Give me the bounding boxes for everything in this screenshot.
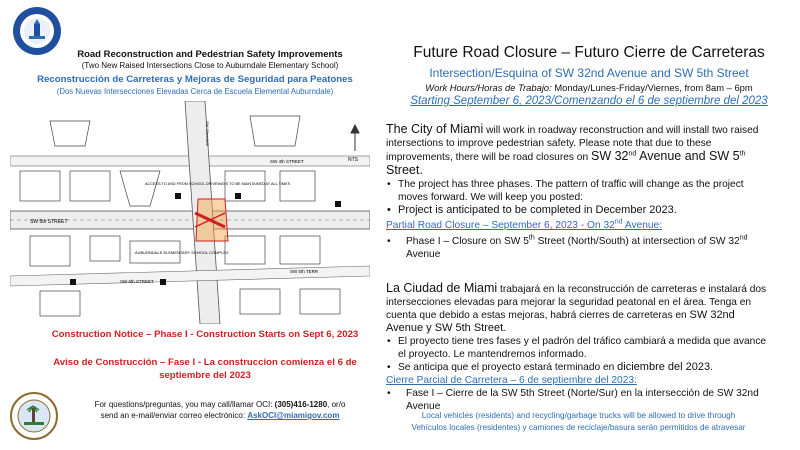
phase-one-es: • Fase I – Cierre de la SW 5th Street (Norte/Sur) en la intersección de SW 32nd Avenue: [386, 387, 771, 413]
bullet-phases-es: • El proyecto tiene tres fases y el padrón del tráfico cambiará a medida que avance el proyecto. Le mantendremos informado.: [386, 335, 771, 361]
bullet-completion-es: • Se anticipa que el proyecto estará terminado en diciembre del 2023.: [386, 361, 771, 374]
city-name-en: The City of Miami: [386, 122, 484, 136]
streets-es: SW 32nd Avenue y SW 5th Street: [386, 309, 735, 334]
work-hours-value: Monday/Lunes-Friday/Viernes, from 8am – 6pm: [551, 82, 753, 93]
intersection-label: Intersection/Esquina of SW 32nd Avenue and SW 5th Street: [429, 66, 749, 80]
phase-text-b: Street (North/South) at intersection of SW 32: [534, 236, 740, 247]
bullet-completion-en: • Project is anticipated to be completed in December 2023.: [386, 204, 771, 217]
completion-text-es: Se anticipa que el proyecto estará terminado en: [398, 362, 618, 373]
map-label-sw4: SW 4th STREET: [270, 159, 304, 164]
partial-closure-en: [386, 219, 771, 232]
partial-closure-text: Partial Road Closure – September 6, 2023 - On 32: [386, 220, 615, 231]
map-school-label: AUBURNDALE ELEMENTARY SCHOOL COMPLEX: [135, 250, 229, 255]
contact-email-link[interactable]: AskOCI@miamigov.com: [247, 411, 340, 420]
work-hours: [384, 82, 794, 93]
contact-phone[interactable]: (305)416-1280: [274, 400, 328, 409]
contact-line1-end: , or/o: [327, 400, 346, 409]
sup-nd: nd: [628, 150, 637, 158]
partial-sup: nd: [614, 218, 623, 226]
map-label-sw6: SW 6th STREET: [120, 279, 154, 284]
contact-info: [65, 399, 375, 421]
map-label-sw5-terr: SW 5th TERR: [290, 269, 319, 274]
city-seal-bottom-logo: [10, 392, 58, 440]
english-intro: [386, 123, 771, 178]
intro-text-en: will work in roadway reconstruction and will install two raised intersections to improve pedestrian safety. Please note that due to these improvements, there will be road closures on: [386, 125, 759, 163]
city-name-es: La Ciudad de Miami: [386, 281, 498, 295]
contact-line1: For questions/preguntas, you may call/llamar OCI:: [94, 400, 275, 409]
spanish-intro: La Ciudad de Miami trabajará en la reconstrucción de carreteras e instalará dos intersecciones elevadas para mejorar la seguridad peatonal en el área. Tenga en cuenta que debido a estas mejoras, habrá cierres de carreteras en SW 32nd Avenue y SW 5th Street.: [386, 281, 767, 334]
phase-text-c: Avenue: [406, 249, 441, 260]
project-title: Road Reconstruction and Pedestrian Safety Improvements: [77, 49, 343, 60]
work-hours-label: Work Hours/Horas de Trabajo:: [425, 82, 552, 93]
bullet-phases-en: • The project has three phases. The pattern of traffic will change as the project moves forward. We will keep you posted:: [386, 178, 771, 204]
contact-line2: send an e-mail/enviar correo electrónico:: [100, 411, 248, 420]
notice-title: Future Road Closure – Futuro Cierre de Carreteras: [413, 44, 765, 61]
map-avenue-label: SW 32nd AVE: [205, 121, 210, 147]
intro-text-es: trabajará en la reconstrucción de carreteras e instalará dos intersecciones elevadas para mejorar la seguridad peatonal en el área. Tenga en cuenta que debido a estas mejoras, habrá cierres de carreteras en: [386, 284, 767, 321]
phase-text-a: Phase I – Closure on SW 5: [406, 236, 529, 247]
street-end: Street.: [386, 163, 423, 177]
street-ave: Avenue and SW 5: [636, 149, 740, 163]
map-label-sw5: SW 5th STREET: [30, 219, 68, 225]
spanish-body: [386, 282, 771, 413]
project-title-es: Reconstrucción de Carreteras y Mejoras de Seguridad para Peatones: [37, 74, 353, 85]
partial-closure-end: Avenue:: [622, 220, 663, 231]
phase-sup-a: th: [528, 234, 535, 242]
project-subtitle-es: (Dos Nuevas Intersecciones Elevadas Cerca de Escuela Elemental Auburndale): [56, 87, 334, 96]
city-seal-logo: [12, 6, 62, 56]
partial-closure-es: Cierre Parcial de Carretera – 6 de septiembre del 2023:: [386, 375, 637, 386]
phase-sup-b: nd: [739, 234, 748, 242]
footer-es: Vehículos locales (residentes) y camiones de reciclaje/basura serán permitidos de atravesar: [411, 423, 746, 432]
completion-date-es: diciembre del 2023: [617, 361, 711, 373]
start-date: Starting September 6, 2023/Comenzando el 6 de septiembre del 2023: [410, 95, 768, 107]
construction-notice-es: Aviso de Construcción – Fase I - La construccion comienza el 6 de septiembre del 2023: [53, 357, 357, 381]
footer-note: [386, 410, 771, 434]
project-subtitle: (Two New Raised Intersections Close to Auburndale Elementary School): [81, 61, 339, 70]
construction-notice-en: Construction Notice – Phase I - Construction Starts on Sept 6, 2023: [51, 329, 359, 340]
phase-one-en: [386, 235, 771, 261]
english-body: [386, 123, 771, 261]
sup-th: th: [739, 150, 746, 158]
footer-en: Local vehicles (residents) and recycling/garbage trucks will be allowed to drive through: [421, 411, 736, 420]
map-nts-label: NTS: [348, 157, 358, 163]
site-map: [10, 101, 370, 324]
street-sw32: SW 32: [590, 149, 629, 163]
map-access-note: ACCESS TO AND FROM SCHOOL DRIVEWAYS TO BE MAINTAINED AT ALL TIMES: [145, 182, 291, 186]
